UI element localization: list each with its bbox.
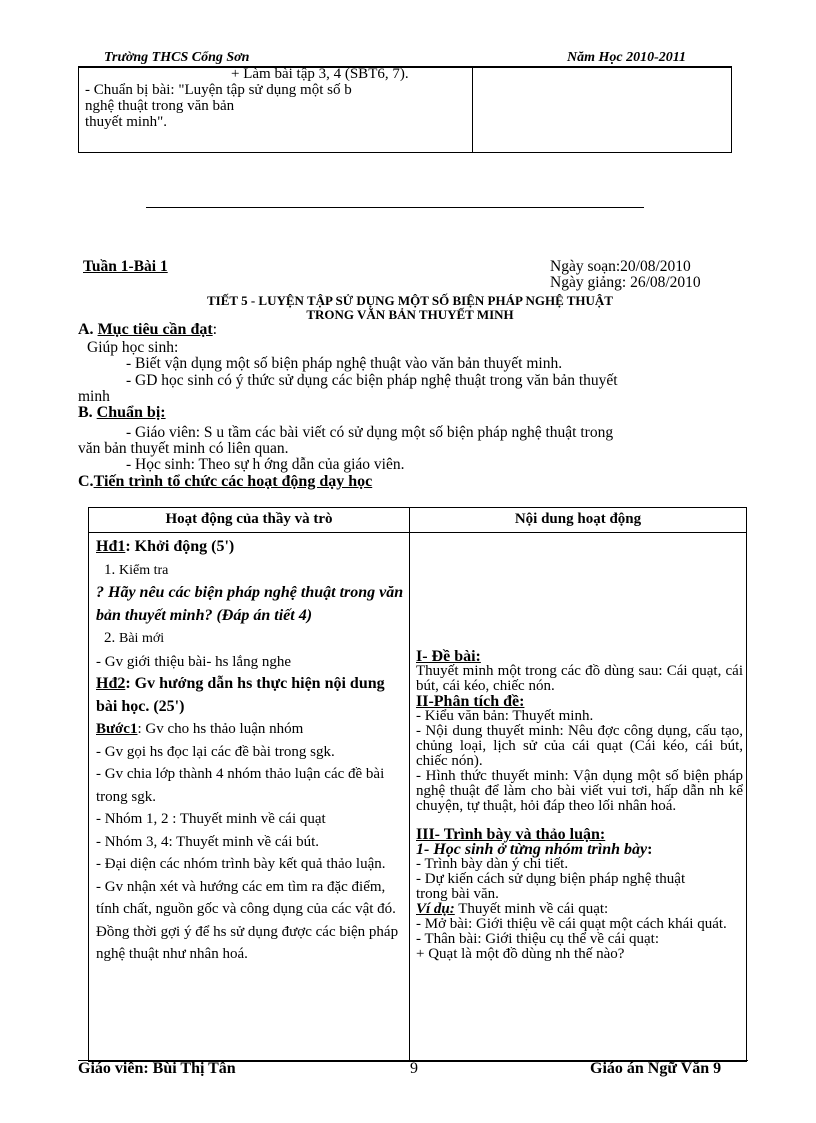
example-line	[416, 902, 743, 917]
section-a-prefix: A.	[78, 321, 94, 338]
step1-line	[96, 718, 404, 741]
item1-text: Kiểm tra	[119, 562, 169, 578]
homework-line: thuyết minh".	[85, 114, 167, 130]
homework-cell	[85, 66, 471, 130]
footer-subject: Giáo án Ngữ Văn 9	[590, 1060, 722, 1077]
hd2-text: : Gv hướng dẫn hs thực hiện nội dung bài học.	[96, 675, 385, 715]
lesson-title-line1: TIẾT 5 - LUYỆN TẬP SỬ DỤNG MỘT SỐ BIỆN PHÁP NGHỆ THUẬT	[207, 293, 613, 308]
step1-text: : Gv cho hs thảo luận nhóm	[137, 721, 304, 737]
item2-text: Bài mới	[119, 631, 165, 646]
table-header-rule	[89, 532, 746, 533]
phan-tich-heading: II-Phân tích đề:	[416, 693, 525, 710]
section-a-title: Mục tiêu cần đạt	[97, 321, 213, 338]
item1-line	[96, 559, 404, 583]
de-bai-text: Thuyết minh một trong các đồ dùng sau: Cái quạt, cái bút, cái kéo, chiếc nón.	[416, 663, 743, 694]
activity-line: - Nhóm 3, 4: Thuyết minh về cái bút.	[96, 833, 320, 850]
presentation-line: - Thân bài: Giới thiệu cụ thể về cái quạt:	[416, 931, 659, 947]
hd1-time: (5')	[211, 538, 235, 555]
presentation-line: trong bài văn.	[416, 886, 499, 902]
section-a-line: - Biết vận dụng một số biện pháp nghệ thuật vào văn bản thuyết minh.	[126, 355, 563, 372]
de-bai-heading: I- Đề bài:	[416, 648, 481, 665]
hd1-label: Hđ1	[96, 538, 126, 555]
right-column	[416, 649, 743, 962]
example-label: Ví dụ:	[416, 901, 455, 917]
homework-line: + Làm bài tập 3, 4 (SBT6, 7).	[231, 66, 409, 82]
intro-line: - Gv giới thiệu bài- hs lắng nghe	[96, 653, 291, 670]
homework-line: - Chuẩn bị bài: "Luyện tập sử dụng một số b	[85, 82, 352, 98]
separator-line	[146, 207, 644, 208]
school-name: Trường THCS Cổng Sơn	[104, 50, 250, 65]
phan-tich-line: - Hình thức thuyết minh: Vận dụng một số biện pháp nghệ thuật để làm cho bài viết vui tơi, hấp dẫn nh kể chuyện, tự thuật, hỏi đáp theo lối nhân hoá.	[416, 768, 743, 814]
group-presentation-text: 1- Học sinh ở từng nhóm trình bày	[416, 841, 648, 858]
table-divider	[472, 66, 473, 152]
item2-number: 2.	[104, 630, 116, 646]
hd2-label: Hđ2	[96, 675, 126, 692]
activity-line: - Nhóm 1, 2 : Thuyết minh về cái quạt	[96, 811, 326, 827]
presentation-line: + Quạt là một đồ dùng nh thế nào?	[416, 946, 625, 962]
lesson-title-line2: TRONG VĂN BẢN THUYẾT MINH	[306, 307, 514, 322]
section-a-line: minh	[78, 388, 110, 405]
hd2-time: (25')	[153, 697, 185, 715]
presentation-line: - Mở bài: Giới thiệu về cái quạt một cách khái quát.	[416, 916, 727, 932]
phan-tich-line: - Kiểu văn bản: Thuyết minh.	[416, 708, 594, 724]
group-presentation-heading	[416, 842, 743, 857]
col-teacher-student-header: Hoạt động của thầy và trò	[165, 511, 333, 527]
hd1-line	[96, 536, 404, 559]
presentation-line: - Trình bày dàn ý chi tiết.	[416, 856, 569, 872]
section-a-colon: :	[212, 321, 218, 338]
trinh-bay-heading: III- Trình bày và thảo luận:	[416, 826, 606, 843]
hd1-text: : Khởi động	[125, 538, 208, 555]
activities-table	[88, 507, 747, 1062]
footer-teacher: Giáo viên: Bùi Thị Tân	[78, 1060, 236, 1077]
homework-line: nghệ thuật trong văn bản	[85, 98, 235, 114]
left-column	[96, 536, 404, 966]
section-b-line: - Học sinh: Theo sự h ớng dẫn của giáo viên.	[126, 456, 405, 473]
item1-number: 1.	[104, 561, 116, 578]
hd2-line	[96, 673, 404, 718]
previous-lesson-table	[78, 66, 732, 153]
section-c-title: Tiến trình tổ chức các hoạt động dạy học	[93, 473, 373, 490]
item2-line	[96, 627, 404, 651]
date-taught: Ngày giảng: 26/08/2010	[550, 274, 701, 291]
group-presentation-colon: :	[647, 841, 653, 858]
section-a-heading	[78, 321, 217, 339]
step1-label: Bước1	[96, 721, 138, 737]
school-year: Năm Học 2010-2011	[567, 50, 686, 65]
week-label: Tuần 1-Bài 1	[83, 258, 168, 275]
table-column-rule	[409, 508, 410, 1061]
section-c-prefix: C.	[78, 473, 94, 490]
section-b-line: - Giáo viên: S u tầm các bài viết có sử dụng một số biện pháp nghệ thuật trong	[126, 424, 614, 441]
section-b-title: Chuẩn bị:	[96, 404, 166, 421]
section-b-prefix: B.	[78, 404, 93, 421]
page-number: 9	[410, 1060, 418, 1077]
question-text: ? Hãy nêu các biện pháp nghệ thuật trong văn bản thuyết minh? (Đáp án tiết 4)	[96, 584, 404, 624]
activity-line: - Gv nhận xét và hướng các em tìm ra đặc điểm, tính chất, nguồn gốc và công dụng của các vật đó. Đồng thời gợi ý để hs sử dụng được các biện pháp nghệ thuật như nhân hoá.	[96, 878, 399, 962]
date-prepared: Ngày soạn:20/08/2010	[550, 258, 691, 275]
activity-line: - Đại diện các nhóm trình bày kết quả thảo luận.	[96, 856, 386, 872]
activity-line: - Gv chia lớp thành 4 nhóm thảo luận các đề bài trong sgk.	[96, 766, 385, 805]
example-text: Thuyết minh về cái quạt:	[454, 901, 609, 917]
section-b-heading	[78, 404, 166, 422]
section-a-line: - GD học sinh có ý thức sử dụng các biện pháp nghệ thuật trong văn bản thuyết	[126, 372, 618, 389]
presentation-line: - Dự kiến cách sử dụng biện pháp nghệ thuật	[416, 871, 686, 887]
section-c-heading	[78, 473, 372, 491]
col-content-header: Nội dung hoạt động	[514, 511, 642, 527]
section-b-line: văn bản thuyết minh có liên quan.	[78, 440, 289, 457]
activity-line: - Gv gọi hs đọc lại các đề bài trong sgk.	[96, 743, 335, 760]
section-a-intro: Giúp học sinh:	[87, 339, 179, 356]
phan-tich-line: - Nội dung thuyết minh: Nêu đợc công dụng, cấu tạo, chủng loại, lịch sử của cái quạt (Cái kéo, cái bút, chiếc nón).	[416, 723, 743, 769]
